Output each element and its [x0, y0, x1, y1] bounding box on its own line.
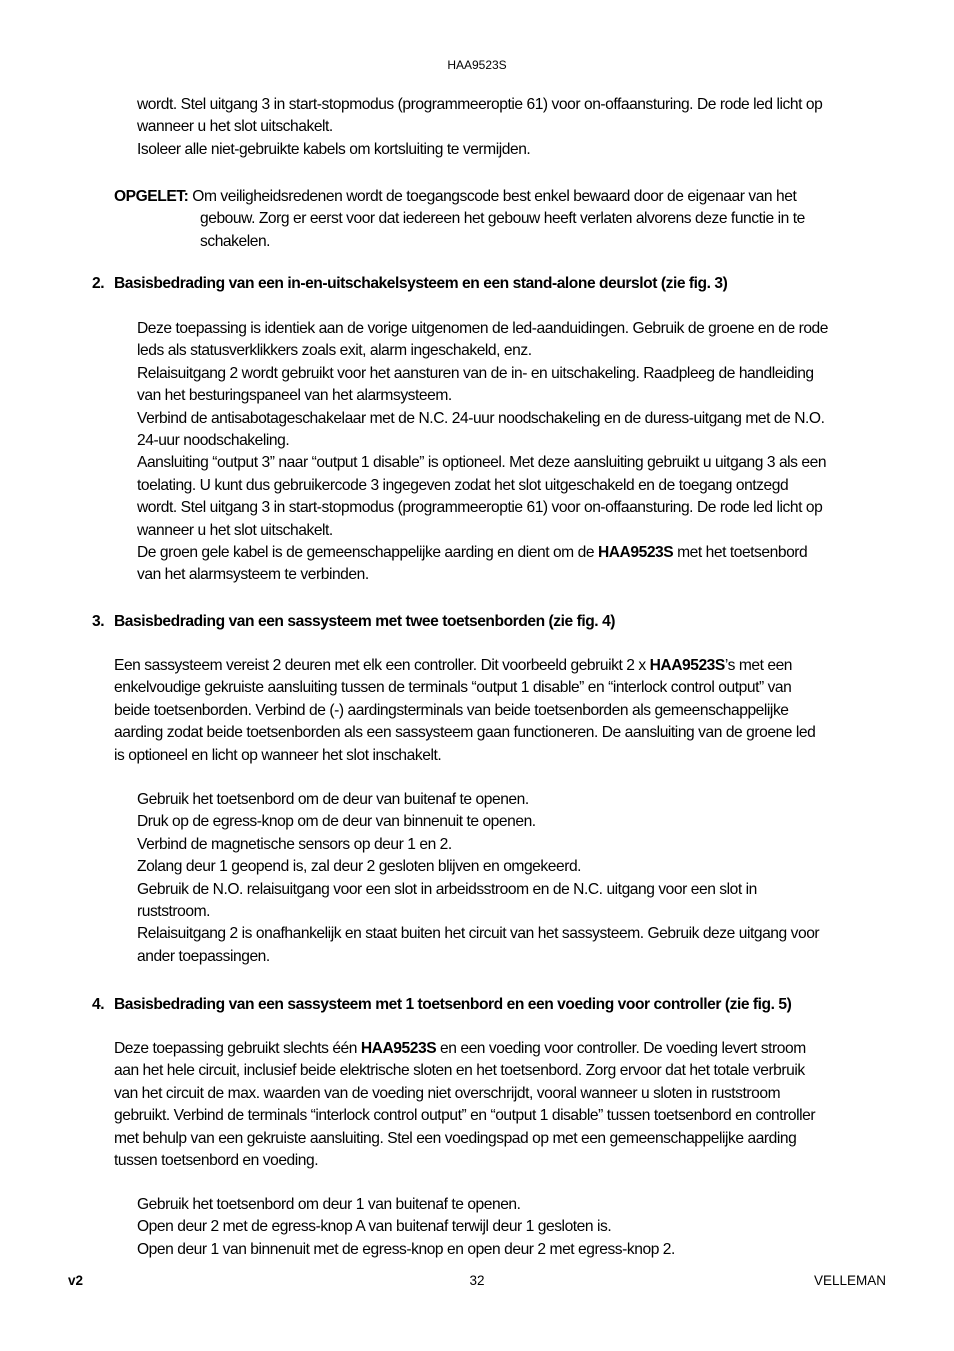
- text-line: Relaisuitgang 2 wordt gebruikt voor het aansturen van de in- en uitschakeling. Raadpleeg de handleiding: [137, 364, 814, 382]
- text-line: van het circuit de max. waarden van de voeding niet overschrijdt, vooral wanneer u sloten in ruststroom: [114, 1084, 781, 1102]
- section-4-paragraph: [114, 1038, 894, 1172]
- text-line: van het besturingspaneel van het alarmsysteem.: [137, 387, 452, 405]
- text-line: Isoleer alle niet-gebruikte kabels om kortsluiting te vermijden.: [137, 140, 531, 158]
- list-item: ander toepassingen.: [137, 947, 270, 965]
- list-item: Open deur 2 met de egress-knop A van buitenaf terwijl deur 1 gesloten is.: [137, 1218, 612, 1236]
- list-item: Druk op de egress-knop om de deur van binnenuit te openen.: [137, 813, 536, 831]
- text-line: beide toetsenborden. Verbind de (-) aardingsterminals van beide toetsenborden als gemeenschappelijke: [114, 701, 789, 719]
- text-line: [137, 542, 897, 564]
- section-number: 4.: [92, 996, 105, 1013]
- text-line: aarding zodat beide toetsenborden als een sassysteem gaan functioneren. De aansluiting van de groene led: [114, 724, 816, 742]
- text-line: wanneer u het slot uitschakelt.: [137, 521, 333, 539]
- warning-block: [114, 186, 894, 253]
- section-number: 2.: [92, 275, 105, 292]
- text-line: aan het hele circuit, inclusief beide elektrische sloten en het toetsenbord. Zorg ervoor dat het totale verbruik: [114, 1062, 805, 1080]
- text-line: enkelvoudige gekruiste aansluiting tussen de terminals “output 1 disable” en “interlock control output” van: [114, 679, 792, 697]
- product-code: HAA9523S: [360, 1040, 437, 1057]
- warning-label: OPGELET:: [114, 188, 189, 205]
- text-fragment: De groen gele kabel is de gemeenschappelijke aarding en dient om de: [137, 544, 598, 562]
- section-heading: [92, 611, 902, 633]
- text-line: [114, 1038, 894, 1060]
- text-line: toelating. U kunt dus gebruikercode 3 ingegeven zodat het slot uitgeschakeld en de toegang ontzegd: [137, 476, 789, 494]
- section-2-body: [137, 318, 897, 587]
- text-line: tussen toetsenbord en voeding.: [114, 1152, 319, 1170]
- text-line: [114, 655, 894, 677]
- text-fragment: met het toetsenbord: [673, 544, 808, 562]
- text-line: Aansluiting “output 3” naar “output 1 disable” is optioneel. Met deze aansluiting gebruikt u uitgang 3 als een: [137, 454, 827, 472]
- warning-text: Om veiligheidsredenen wordt de toegangscode best enkel bewaard door de eigenaar van het: [188, 188, 797, 205]
- list-item: Open deur 1 van binnenuit met de egress-knop en open deur 2 met egress-knop 2.: [137, 1240, 675, 1258]
- text-line: Verbind de antisabotageschakelaar met de N.C. 24-uur noodschakeling en de duress-uitgang met de N.O.: [137, 409, 825, 427]
- text-line: gebruikt. Verbind de terminals “interlock control output” en “output 1 disable” tussen toetsenbord en controller: [114, 1107, 816, 1125]
- intro-paragraph: [137, 94, 897, 161]
- text-line: wanneer u het slot uitschakelt.: [137, 118, 333, 136]
- text-fragment: Deze toepassing gebruikt slechts één: [114, 1040, 361, 1057]
- text-line: met behulp van een gekruiste aansluiting. Stel een voedingspad op met een gemeenschappelijke aarding: [114, 1129, 797, 1147]
- text-line: Deze toepassing is identiek aan de vorige uitgenomen de led-aanduidingen. Gebruik de groene en de rode: [137, 320, 828, 337]
- footer-brand: VELLEMAN: [813, 1273, 886, 1288]
- text-fragment: ’s met een: [724, 657, 793, 674]
- section-heading: [92, 994, 902, 1016]
- section-title: Basisbedrading van een sassysteem met 1 toetsenbord en een voeding voor controller (zie fig. 5): [114, 996, 792, 1013]
- warning-line: [114, 186, 894, 208]
- page-header-model: HAA9523S: [447, 58, 507, 72]
- list-item: Gebruik het toetsenbord om deur 1 van buitenaf te openen.: [137, 1196, 521, 1213]
- list-item: Zolang deur 1 geopend is, zal deur 2 gesloten blijven en omgekeerd.: [137, 858, 582, 876]
- product-code: HAA9523S: [597, 544, 674, 562]
- section-3-list: [137, 789, 897, 968]
- warning-line: schakelen.: [200, 232, 271, 250]
- list-item: ruststroom.: [137, 903, 211, 921]
- section-title: Basisbedrading van een in-en-uitschakelsysteem en een stand-alone deurslot (zie fig. 3): [114, 275, 728, 292]
- section-title: Basisbedrading van een sassysteem met twee toetsenborden (zie fig. 4): [114, 613, 616, 630]
- section-4-list: [137, 1194, 897, 1261]
- list-item: Gebruik de N.O. relaisuitgang voor een slot in arbeidsstroom en de N.C. uitgang voor een slot in: [137, 880, 757, 898]
- text-line: leds als statusverklikkers zoals exit, alarm ingeschakeld, enz.: [137, 342, 532, 360]
- footer-page-number: 32: [469, 1273, 485, 1288]
- product-code: HAA9523S: [649, 657, 725, 674]
- text-line: van het alarmsysteem te verbinden.: [137, 566, 369, 584]
- footer-version: v2: [68, 1273, 84, 1288]
- text-line: 24-uur noodschakeling.: [137, 432, 290, 450]
- list-item: Gebruik het toetsenbord om de deur van buitenaf te openen.: [137, 791, 529, 808]
- list-item: Relaisuitgang 2 is onafhankelijk en staat buiten het circuit van het sassysteem. Gebruik deze uitgang voor: [137, 925, 820, 943]
- text-fragment: Een sassysteem vereist 2 deuren met elk een controller. Dit voorbeeld gebruikt 2 x: [114, 657, 650, 674]
- section-3-paragraph: [114, 655, 894, 767]
- list-item: Verbind de magnetische sensors op deur 1 en 2.: [137, 835, 452, 853]
- text-line: wordt. Stel uitgang 3 in start-stopmodus (programmeeroptie 61) voor on-offaansturing. De rode led licht op: [137, 96, 823, 113]
- text-line: wordt. Stel uitgang 3 in start-stopmodus (programmeeroptie 61) voor on-offaansturing. De rode led licht op: [137, 499, 823, 517]
- text-fragment: en een voeding voor controller. De voeding levert stroom: [436, 1040, 806, 1057]
- section-heading: [92, 273, 902, 295]
- text-line: is optioneel en licht op wanneer het slot inschakelt.: [114, 746, 442, 764]
- section-number: 3.: [92, 613, 105, 630]
- warning-line: gebouw. Zorg er eerst voor dat iedereen het gebouw heeft verlaten alvorens deze functie in te: [200, 210, 805, 228]
